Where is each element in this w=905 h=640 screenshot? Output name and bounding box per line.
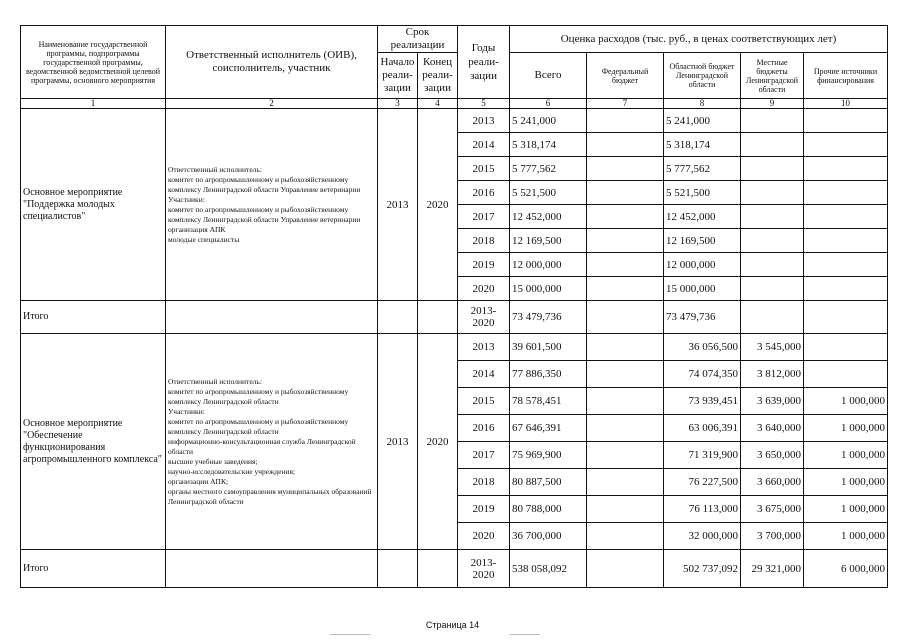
regional-cell: 5 318,174 <box>664 133 741 157</box>
federal-cell <box>587 301 664 334</box>
total-cell: 78 578,451 <box>510 388 587 415</box>
regional-cell: 76 113,000 <box>664 496 741 523</box>
col-number: 8 <box>664 99 741 109</box>
federal-cell <box>587 181 664 205</box>
year-cell: 2019 <box>458 496 510 523</box>
regional-cell: 5 777,562 <box>664 157 741 181</box>
other-cell <box>804 229 888 253</box>
year-cell: 2018 <box>458 469 510 496</box>
itogo-row <box>21 301 888 334</box>
total-cell: 5 241,000 <box>510 109 587 133</box>
other-cell: 1 000,000 <box>804 388 888 415</box>
local-cell <box>741 109 804 133</box>
header-term-group: Срок реализации <box>378 26 458 53</box>
year-cell: 2016 <box>458 181 510 205</box>
header-cost-group: Оценка расходов (тыс. руб., в ценах соответствующих лет) <box>510 26 888 53</box>
start-year: 2013 <box>378 109 418 301</box>
year-cell: 2016 <box>458 415 510 442</box>
federal-cell <box>587 523 664 550</box>
col-number: 6 <box>510 99 587 109</box>
regional-cell: 32 000,000 <box>664 523 741 550</box>
total-cell: 73 479,736 <box>510 301 587 334</box>
year-cell: 2013 <box>458 334 510 361</box>
total-cell: 39 601,500 <box>510 334 587 361</box>
header-other: Прочие источники финансирования <box>804 53 888 99</box>
other-cell <box>804 277 888 301</box>
federal-cell <box>587 277 664 301</box>
federal-cell <box>587 133 664 157</box>
table-row <box>21 109 888 133</box>
total-cell: 5 521,500 <box>510 181 587 205</box>
responsible-executor: Ответственный исполнитель: комитет по агропромышленному и рыбохозяйственному комплексу Ленинградской области Участники: комитет по агропромышленному и рыбохозяйственному комплексу Ленинградской области информационно-консультационная служба Ленинградской области высшие учебные заведения; научно-исследовательские учреждения; организации АПК; органы местного самоуправления муниципальных образований Ленинградской области <box>166 334 378 550</box>
regional-cell: 36 056,500 <box>664 334 741 361</box>
responsible-executor: Ответственный исполнитель: комитет по агропромышленному и рыбохозяйственному комплексу Ленинградской области Управление ветеринарии Участники: комитет по агропромышленному и рыбохозяйственному комплексу Ленинградской области Управление ветеринарии организация АПК молодые специалисты <box>166 109 378 301</box>
local-cell: 3 675,000 <box>741 496 804 523</box>
other-cell <box>804 109 888 133</box>
year-cell: 2014 <box>458 361 510 388</box>
local-cell: 3 660,000 <box>741 469 804 496</box>
total-cell: 67 646,391 <box>510 415 587 442</box>
other-cell: 1 000,000 <box>804 469 888 496</box>
total-cell: 15 000,000 <box>510 277 587 301</box>
year-cell: 2015 <box>458 157 510 181</box>
federal-cell <box>587 157 664 181</box>
other-cell <box>804 157 888 181</box>
other-cell <box>804 253 888 277</box>
regional-cell: 63 006,391 <box>664 415 741 442</box>
regional-cell: 5 521,500 <box>664 181 741 205</box>
regional-cell: 12 169,500 <box>664 229 741 253</box>
local-cell: 3 640,000 <box>741 415 804 442</box>
year-cell: 2020 <box>458 523 510 550</box>
federal-cell <box>587 334 664 361</box>
year-range-cell: 2013-2020 <box>458 550 510 588</box>
header-end: Конец реали-зации <box>418 53 458 99</box>
local-cell <box>741 157 804 181</box>
total-cell: 12 169,500 <box>510 229 587 253</box>
federal-cell <box>587 550 664 588</box>
col-number: 2 <box>166 99 378 109</box>
local-cell <box>741 253 804 277</box>
header-responsible: Ответственный исполнитель (ОИВ), соисполнитель, участник <box>166 26 378 99</box>
federal-cell <box>587 229 664 253</box>
year-cell: 2017 <box>458 442 510 469</box>
other-cell <box>804 133 888 157</box>
col-number: 3 <box>378 99 418 109</box>
other-cell <box>804 361 888 388</box>
activity-name: Основное мероприятие "Поддержка молодых специалистов" <box>21 109 166 301</box>
other-cell: 6 000,000 <box>804 550 888 588</box>
other-cell <box>804 301 888 334</box>
local-cell <box>741 229 804 253</box>
other-cell <box>804 205 888 229</box>
budget-table <box>20 25 888 588</box>
empty-cell <box>418 550 458 588</box>
activity-name: Основное мероприятие "Обеспечение функционирования агропромышленного комплекса" <box>21 334 166 550</box>
local-cell: 29 321,000 <box>741 550 804 588</box>
year-cell: 2017 <box>458 205 510 229</box>
empty-cell <box>418 301 458 334</box>
col-number: 9 <box>741 99 804 109</box>
other-cell: 1 000,000 <box>804 496 888 523</box>
itogo-label: Итого <box>21 550 166 588</box>
year-cell: 2013 <box>458 109 510 133</box>
regional-cell: 73 939,451 <box>664 388 741 415</box>
federal-cell <box>587 442 664 469</box>
other-cell <box>804 334 888 361</box>
regional-cell: 76 227,500 <box>664 469 741 496</box>
federal-cell <box>587 361 664 388</box>
local-cell: 3 812,000 <box>741 361 804 388</box>
federal-cell <box>587 253 664 277</box>
year-cell: 2019 <box>458 253 510 277</box>
header-federal: Федеральный бюджет <box>587 53 664 99</box>
year-cell: 2014 <box>458 133 510 157</box>
header-regional: Областной бюджет Ленинградской области <box>664 53 741 99</box>
other-cell: 1 000,000 <box>804 415 888 442</box>
header-total: Всего <box>510 53 587 99</box>
local-cell <box>741 133 804 157</box>
regional-cell: 5 241,000 <box>664 109 741 133</box>
header-start: Начало реали-зации <box>378 53 418 99</box>
total-cell: 80 887,500 <box>510 469 587 496</box>
header-years: Годы реали-зации <box>458 26 510 99</box>
federal-cell <box>587 469 664 496</box>
empty-cell <box>166 301 378 334</box>
empty-cell <box>166 550 378 588</box>
regional-cell: 73 479,736 <box>664 301 741 334</box>
federal-cell <box>587 109 664 133</box>
total-cell: 5 777,562 <box>510 157 587 181</box>
header-name: Наименование государственной программы, подпрограммы государственной программы, ведомственной ведомственной целевой программы, основного мероприятия <box>21 26 166 99</box>
other-cell <box>804 181 888 205</box>
local-cell <box>741 181 804 205</box>
col-number: 1 <box>21 99 166 109</box>
total-cell: 538 058,092 <box>510 550 587 588</box>
local-cell <box>741 277 804 301</box>
regional-cell: 12 452,000 <box>664 205 741 229</box>
other-cell: 1 000,000 <box>804 442 888 469</box>
table-row <box>21 334 888 361</box>
federal-cell <box>587 415 664 442</box>
empty-cell <box>378 301 418 334</box>
col-number: 10 <box>804 99 888 109</box>
end-year: 2020 <box>418 334 458 550</box>
itogo-row <box>21 550 888 588</box>
header-local: Местные бюджеты Ленинградской области <box>741 53 804 99</box>
regional-cell: 71 319,900 <box>664 442 741 469</box>
total-cell: 5 318,174 <box>510 133 587 157</box>
col-number: 5 <box>458 99 510 109</box>
federal-cell <box>587 496 664 523</box>
local-cell <box>741 205 804 229</box>
col-number: 4 <box>418 99 458 109</box>
year-range-cell: 2013-2020 <box>458 301 510 334</box>
itogo-label: Итого <box>21 301 166 334</box>
year-cell: 2020 <box>458 277 510 301</box>
end-year: 2020 <box>418 109 458 301</box>
federal-cell <box>587 205 664 229</box>
total-cell: 12 000,000 <box>510 253 587 277</box>
total-cell: 75 969,900 <box>510 442 587 469</box>
federal-cell <box>587 388 664 415</box>
column-number-row <box>21 99 888 109</box>
local-cell: 3 650,000 <box>741 442 804 469</box>
empty-cell <box>378 550 418 588</box>
local-cell: 3 700,000 <box>741 523 804 550</box>
scan-mark <box>330 634 370 635</box>
local-cell: 3 639,000 <box>741 388 804 415</box>
total-cell: 77 886,350 <box>510 361 587 388</box>
total-cell: 80 788,000 <box>510 496 587 523</box>
total-cell: 36 700,000 <box>510 523 587 550</box>
regional-cell: 502 737,092 <box>664 550 741 588</box>
year-cell: 2015 <box>458 388 510 415</box>
total-cell: 12 452,000 <box>510 205 587 229</box>
start-year: 2013 <box>378 334 418 550</box>
regional-cell: 74 074,350 <box>664 361 741 388</box>
local-cell <box>741 301 804 334</box>
regional-cell: 15 000,000 <box>664 277 741 301</box>
regional-cell: 12 000,000 <box>664 253 741 277</box>
year-cell: 2018 <box>458 229 510 253</box>
col-number: 7 <box>587 99 664 109</box>
local-cell: 3 545,000 <box>741 334 804 361</box>
other-cell: 1 000,000 <box>804 523 888 550</box>
scan-mark <box>510 634 540 635</box>
page-number: Страница 14 <box>425 620 480 630</box>
